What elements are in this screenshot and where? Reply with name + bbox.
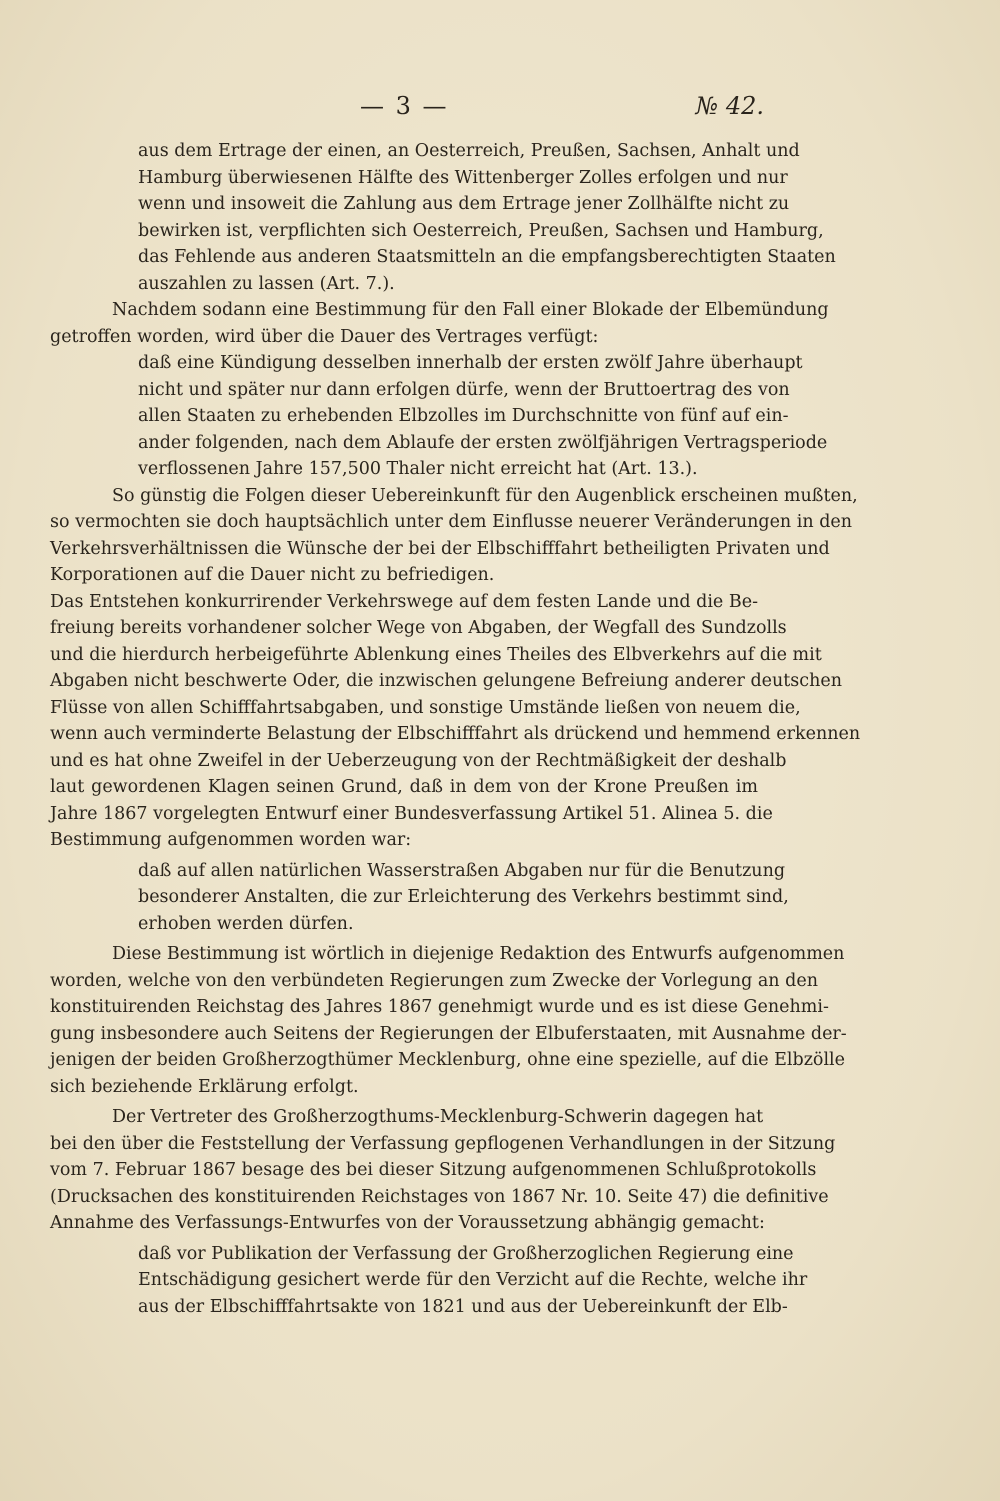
text-line: laut gewordenen Klagen seinen Grund, daß in dem von der Krone Preußen im [50,777,758,797]
text-line: daß eine Kündigung desselben innerhalb der ersten zwölf Jahre überhaupt [138,353,803,373]
text-line: daß auf allen natürlichen Wasserstraßen Abgaben nur für die Benutzung [138,860,786,881]
text-line: (Drucksachen des konstituirenden Reichstages von 1867 Nr. 10. Seite 47) die definitive [50,1186,829,1207]
text-line: und es hat ohne Zweifel in der Ueberzeugung von der Rechtmäßigkeit der deshalb [50,750,787,771]
text-line: das Fehlende aus anderen Staatsmitteln an die empfangsberechtigten Staaten [138,247,836,267]
text-line: besonderer Anstalten, die zur Erleichterung des Verkehrs bestimmt sind, [138,887,789,907]
text-line: Diese Bestimmung ist wörtlich in diejenige Redaktion des Entwurfs aufgenommen [112,944,845,964]
text-line: gung insbesondere auch Seitens der Regierungen der Elbuferstaaten, mit Ausnahme der- [50,1023,847,1044]
text-line: erhoben werden dürfen. [138,913,354,934]
text-line: Das Entstehen konkurrirender Verkehrswege auf dem festen Lande und die Be- [50,591,758,612]
text-line: allen Staaten zu erhebenden Elbzolles im Durchschnitte von fünf auf ein- [138,406,789,426]
text-line: verflossenen Jahre 157,500 Thaler nicht erreicht hat (Art. 13.). [138,459,698,479]
text-line: und die hierdurch herbeigeführte Ablenkung eines Theiles des Elbverkehrs auf die mit [50,644,822,665]
text-line: Korporationen auf die Dauer nicht zu befriedigen. [50,565,495,585]
text-line: bei den über die Feststellung der Verfassung gepflogenen Verhandlungen in der Sitzung [50,1133,836,1154]
text-line: konstituirenden Reichstag des Jahres 1867 genehmigt wurde und es ist diese Genehmi- [50,997,829,1017]
text-line: wenn und insoweit die Zahlung aus dem Ertrage jener Zollhälfte nicht zu [138,194,790,214]
text-line: auszahlen zu lassen (Art. 7.). [138,273,395,294]
text-line: wenn auch verminderte Belastung der Elbschifffahrt als drückend und hemmend erkennen [50,724,861,744]
text-line: Verkehrsverhältnissen die Wünsche der bei der Elbschifffahrt betheiligten Privaten und [50,538,830,559]
text-line: getroffen worden, wird über die Dauer des Vertrages verfügt: [50,326,599,347]
text-line: daß vor Publikation der Verfassung der Großherzoglichen Regierung eine [138,1243,794,1264]
text-line: jenigen der beiden Großherzogthümer Mecklenburg, ohne eine spezielle, auf die Elbzölle [50,1050,845,1070]
page-number: — 3 — [360,92,449,120]
text-line: aus der Elbschifffahrtsakte von 1821 und aus der Uebereinkunft der Elb- [138,1296,788,1317]
text-line: so vermochten sie doch hauptsächlich unter dem Einflusse neuerer Veränderungen in den [50,512,853,532]
text-line: sich beziehende Erklärung erfolgt. [50,1076,359,1097]
text-line: freiung bereits vorhandener solcher Wege von Abgaben, der Wegfall des Sundzolls [50,618,787,638]
text-line: vom 7. Februar 1867 besage des bei dieser Sitzung aufgenommenen Schlußprotokolls [50,1160,817,1180]
text-line: Nachdem sodann eine Bestimmung für den Fall einer Blokade der Elbemündung [112,300,829,320]
text-line: aus dem Ertrage der einen, an Oesterreich, Preußen, Sachsen, Anhalt und [138,141,800,161]
text-line: Der Vertreter des Großherzogthums-Mecklenburg-Schwerin dagegen hat [112,1107,764,1127]
page-header [0,92,1000,128]
text-line: worden, welche von den verbündeten Regierungen zum Zwecke der Vorlegung an den [50,970,818,991]
text-line: Annahme des Verfassungs-Entwurfes von der Voraussetzung abhängig gemacht: [50,1213,765,1233]
text-line: bewirken ist, verpflichten sich Oesterreich, Preußen, Sachsen und Hamburg, [138,220,824,241]
text-line: Hamburg überwiesenen Hälfte des Wittenberger Zolles erfolgen und nur [138,167,788,188]
text-line: Bestimmung aufgenommen worden war: [50,830,412,850]
body-text [50,138,861,1320]
text-line: nicht und später nur dann erfolgen dürfe, wenn der Bruttoertrag des von [138,379,790,400]
text-line: Abgaben nicht beschwerte Oder, die inzwischen gelungene Befreiung anderer deutschen [50,671,842,691]
text-line: So günstig die Folgen dieser Uebereinkunft für den Augenblick erscheinen mußten, [112,485,858,506]
document-number: № 42. [695,92,764,120]
text-line: Jahre 1867 vorgelegten Entwurf einer Bundesverfassung Artikel 51. Alinea 5. die [50,803,773,824]
text-line: Flüsse von allen Schifffahrtsabgaben, und sonstige Umstände ließen von neuem die, [50,697,801,718]
text-line: Entschädigung gesichert werde für den Verzicht auf die Rechte, welche ihr [138,1270,808,1290]
text-line: ander folgenden, nach dem Ablaufe der ersten zwölfjährigen Vertragsperiode [138,432,828,453]
